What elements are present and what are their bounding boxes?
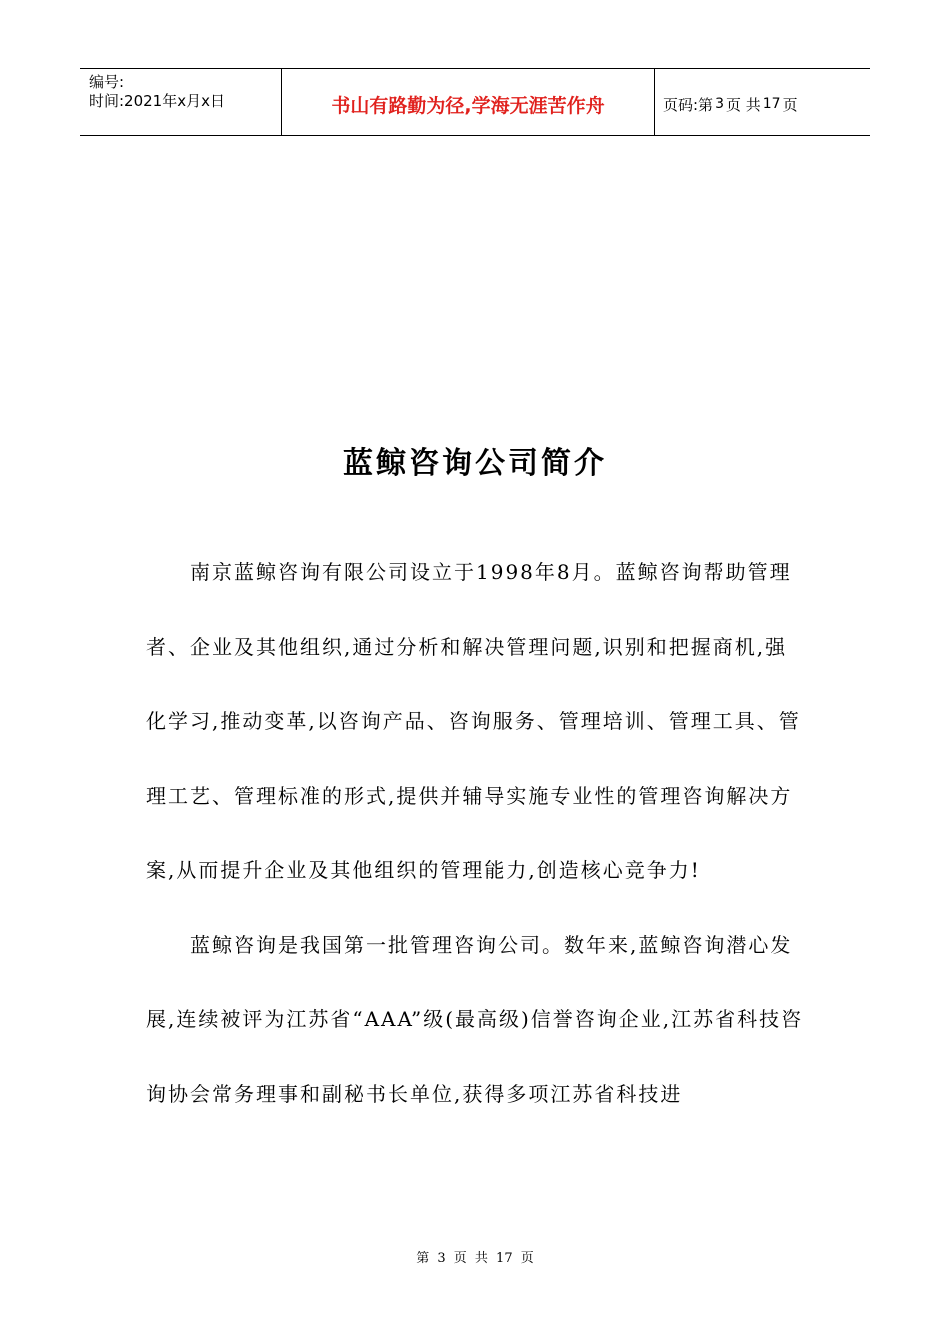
document-title: 蓝鲸咨询公司简介 xyxy=(343,446,607,481)
paragraph-1: 南京蓝鲸咨询有限公司设立于1998年8月。蓝鲸咨询帮助管理者、企业及其他组织,通过分析和解决管理问题,识别和把握商机,强化学习,推动变革,以咨询产品、咨询服务、管理培训、管理工具、管理工艺、管理标准的形式,提供并辅导实施专业性的管理咨询解决方案,从而提升企业及其他组织的管理能力,创造核心竞争力! xyxy=(146,560,801,882)
header-page-number xyxy=(655,69,870,135)
page-header xyxy=(80,68,870,136)
number-label: 编号: xyxy=(89,73,125,91)
date-label: 时间:2021年x月x日 xyxy=(89,92,225,110)
header-motto: 书山有路勤为径,学海无涯苦作舟 xyxy=(282,69,655,135)
page-middle: 页 共 xyxy=(725,95,761,114)
page-suffix: 页 xyxy=(782,95,798,114)
page-footer: 第 3 页 共 17 页 xyxy=(416,1251,534,1266)
document-body xyxy=(146,535,806,1131)
page-total: 17 xyxy=(762,96,781,112)
page-prefix: 页码:第 xyxy=(663,95,714,114)
page-current: 3 xyxy=(715,96,724,112)
paragraph-2: 蓝鲸咨询是我国第一批管理咨询公司。数年来,蓝鲸咨询潜心发展,连续被评为江苏省“AAA”级(最高级)信誉咨询企业,江苏省科技咨询协会常务理事和副秘书长单位,获得多项江苏省科技进 xyxy=(146,932,804,1106)
header-meta xyxy=(80,69,282,135)
